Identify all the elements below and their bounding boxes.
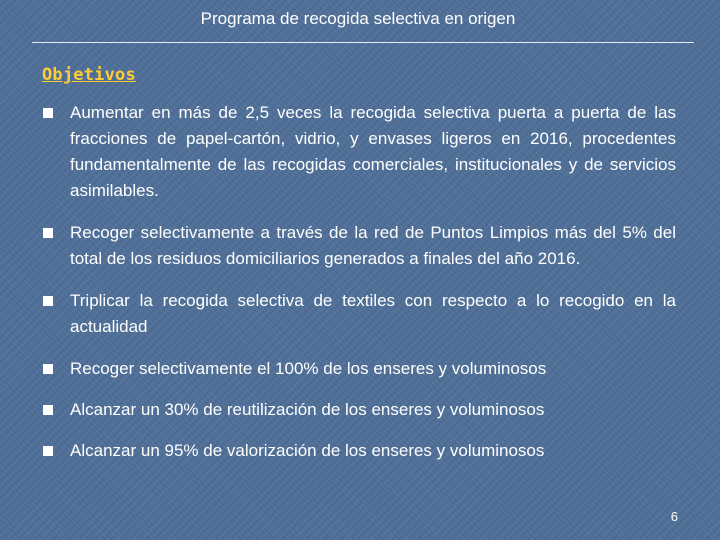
square-bullet-icon: [43, 108, 53, 118]
list-item: [42, 220, 676, 272]
square-bullet-icon: [43, 405, 53, 415]
slide-title: Programa de recogida selectiva en origen: [200, 9, 516, 28]
list-item: [42, 356, 676, 382]
list-item-text: Recoger selectivamente a través de la red de Puntos Limpios más del 5% del total de los residuos domiciliarios generados a finales del año 2016.: [70, 223, 676, 268]
section-heading: Objetivos: [42, 65, 136, 85]
list-item-text: Alcanzar un 30% de reutilización de los enseres y voluminosos: [70, 400, 545, 419]
list-item-text: Alcanzar un 95% de valorización de los enseres y voluminosos: [70, 441, 545, 460]
list-item-text: Aumentar en más de 2,5 veces la recogida selectiva puerta a puerta de las fracciones de papel-cartón, vidrio, y envases ligeros en 2016, procedentes fundamentalmente de las recogidas comerciales, institucionales y de servicios asimilables.: [70, 103, 676, 200]
list-item: [42, 288, 676, 340]
square-bullet-icon: [43, 446, 53, 456]
list-item: [42, 438, 676, 464]
objectives-list: [42, 100, 676, 464]
page-number: 6: [670, 509, 678, 524]
title-divider: [32, 42, 694, 43]
square-bullet-icon: [43, 296, 53, 306]
square-bullet-icon: [43, 228, 53, 238]
list-item: [42, 100, 676, 204]
list-item: [42, 397, 676, 423]
square-bullet-icon: [43, 364, 53, 374]
list-item-text: Recoger selectivamente el 100% de los enseres y voluminosos: [70, 359, 547, 378]
list-item-text: Triplicar la recogida selectiva de textiles con respecto a lo recogido en la actualidad: [70, 291, 676, 336]
